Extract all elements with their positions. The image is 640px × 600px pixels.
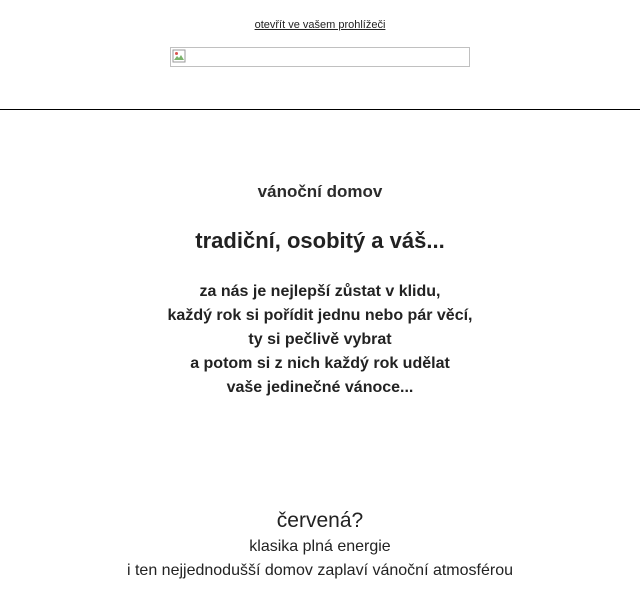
poem-line: a potom si z nich každý rok udělat — [190, 355, 450, 372]
banner-image[interactable] — [170, 47, 470, 67]
open-in-browser-row — [0, 18, 640, 32]
red-section-description: i ten nejjednodušší domov zaplaví vánoční atmosférou — [126, 562, 513, 579]
intro-poem — [0, 280, 640, 400]
broken-image-icon — [172, 49, 186, 63]
page-headline: tradiční, osobitý a váš... — [195, 228, 445, 253]
poem-line: za nás je nejlepší zůstat v klidu, — [199, 283, 441, 300]
email-header — [0, 0, 640, 110]
open-in-browser-link[interactable]: otevřít ve vašem prohlížeči — [254, 19, 386, 31]
poem-line: každý rok si pořídit jednu nebo pár věcí, — [167, 307, 473, 324]
poem-line: vaše jedinečné vánoce... — [226, 379, 414, 396]
red-section-subtitle: klasika plná energie — [249, 538, 391, 555]
red-section-title: červená? — [276, 509, 364, 532]
poem-line: ty si pečlivě vybrat — [248, 331, 392, 348]
section-eyebrow: vánoční domov — [257, 182, 383, 201]
